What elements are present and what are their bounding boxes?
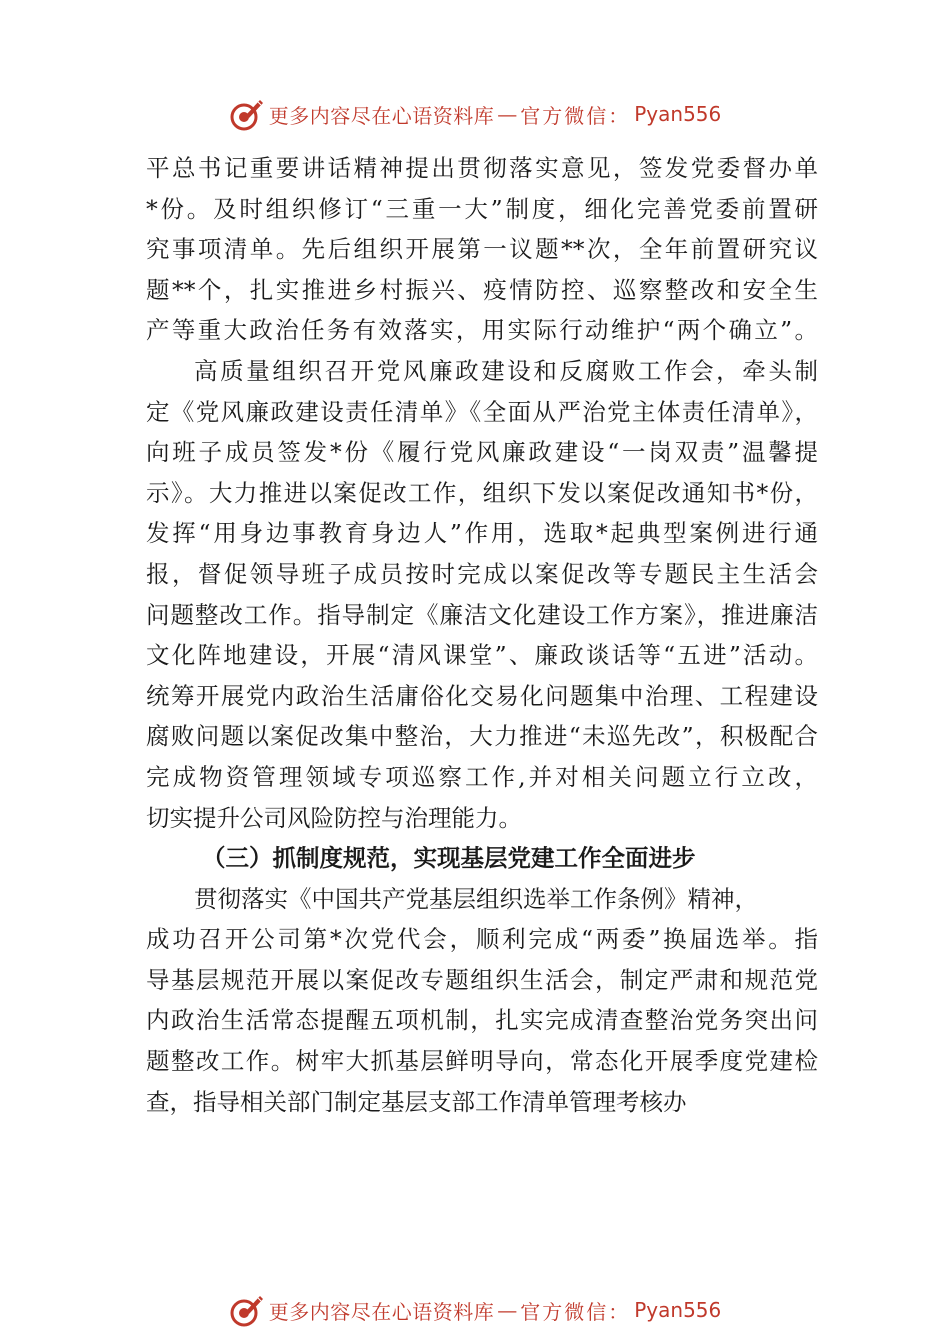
paragraph-start-line: 贯彻落实《中国共产党基层组织选举工作条例》精神， [194,884,758,913]
watermark-dash: — [497,1298,518,1322]
watermark-footer [0,1288,950,1332]
text-line: 查，指导相关部门制定基层支部工作清单管理考核办 [146,1087,687,1116]
text-line: 究事项清单。先后组织开展第一议题**次，全年前置研究议 [146,235,818,264]
text-line: 题整改工作。树牢大抓基层鲜明导向，常态化开展季度党建检 [146,1047,818,1076]
text-line: 报，督促领导班子成员按时完成以案促改等专题民主生活会 [146,559,818,588]
watermark-official-label: 官方微信： [520,103,631,128]
text-line: *份。及时组织修订“三重一大”制度，细化完善党委前置研 [146,194,818,223]
text-line: 文化阵地建设，开展“清风课堂”、廉政谈话等“五进”活动。 [146,641,818,670]
watermark-header [0,92,950,136]
section-heading: （三）抓制度规范，实现基层党建工作全面进步 [202,844,696,873]
document-body [146,148,818,1122]
text-line: 平总书记重要讲话精神提出贯彻落实意见，签发党委督办单 [146,154,818,182]
text-line: 导基层规范开展以案促改专题组织生活会，制定严肃和规范党 [146,965,818,994]
text-line: 内政治生活常态提醒五项机制，扎实完成清查整治党务突出问 [146,1006,818,1035]
watermark-wechat-id: Pyan556 [634,102,722,126]
watermark-dash: — [497,102,518,126]
paragraph-end-line: 切实提升公司风险防控与治理能力。 [146,803,522,832]
paragraph-start-line: 高质量组织召开党风廉政建设和反腐败工作会，牵头制 [194,356,818,385]
text-line: 统筹开展党内政治生活庸俗化交易化问题集中治理、工程建设 [146,681,818,710]
text-line: 产等重大政治任务有效落实，用实际行动维护“两个确立”。 [146,316,818,345]
watermark-brand: 更多内容尽在心语资料库 [268,1299,495,1324]
watermark-official-label: 官方微信： [520,1299,631,1324]
text-line: 向班子成员签发*份《履行党风廉政建设“一岗双责”温馨提 [146,438,818,467]
watermark-brand: 更多内容尽在心语资料库 [268,103,495,128]
text-line: 腐败问题以案促改集中整治，大力推进“未巡先改”，积极配合 [146,722,818,751]
watermark-wechat-id: Pyan556 [634,1298,722,1322]
text-line: 发挥“用身边事教育身边人”作用，选取*起典型案例进行通 [146,519,818,548]
text-line: 定《党风廉政建设责任清单》《全面从严治党主体责任清单》， [146,397,818,426]
text-line: 题**个，扎实推进乡村振兴、疫情防控、巡察整改和安全生 [146,275,818,304]
text-line: 示》。大力推进以案促改工作，组织下发以案促改通知书*份， [146,478,818,507]
text-line: 完成物资管理领域专项巡察工作,并对相关问题立行立改， [146,762,818,791]
text-line: 问题整改工作。指导制定《廉洁文化建设工作方案》，推进廉洁 [146,600,818,629]
text-line: 成功召开公司第*次党代会，顺利完成“两委”换届选举。指 [146,925,818,954]
pen-logo-icon [229,96,265,132]
pen-logo-icon [229,1292,265,1328]
